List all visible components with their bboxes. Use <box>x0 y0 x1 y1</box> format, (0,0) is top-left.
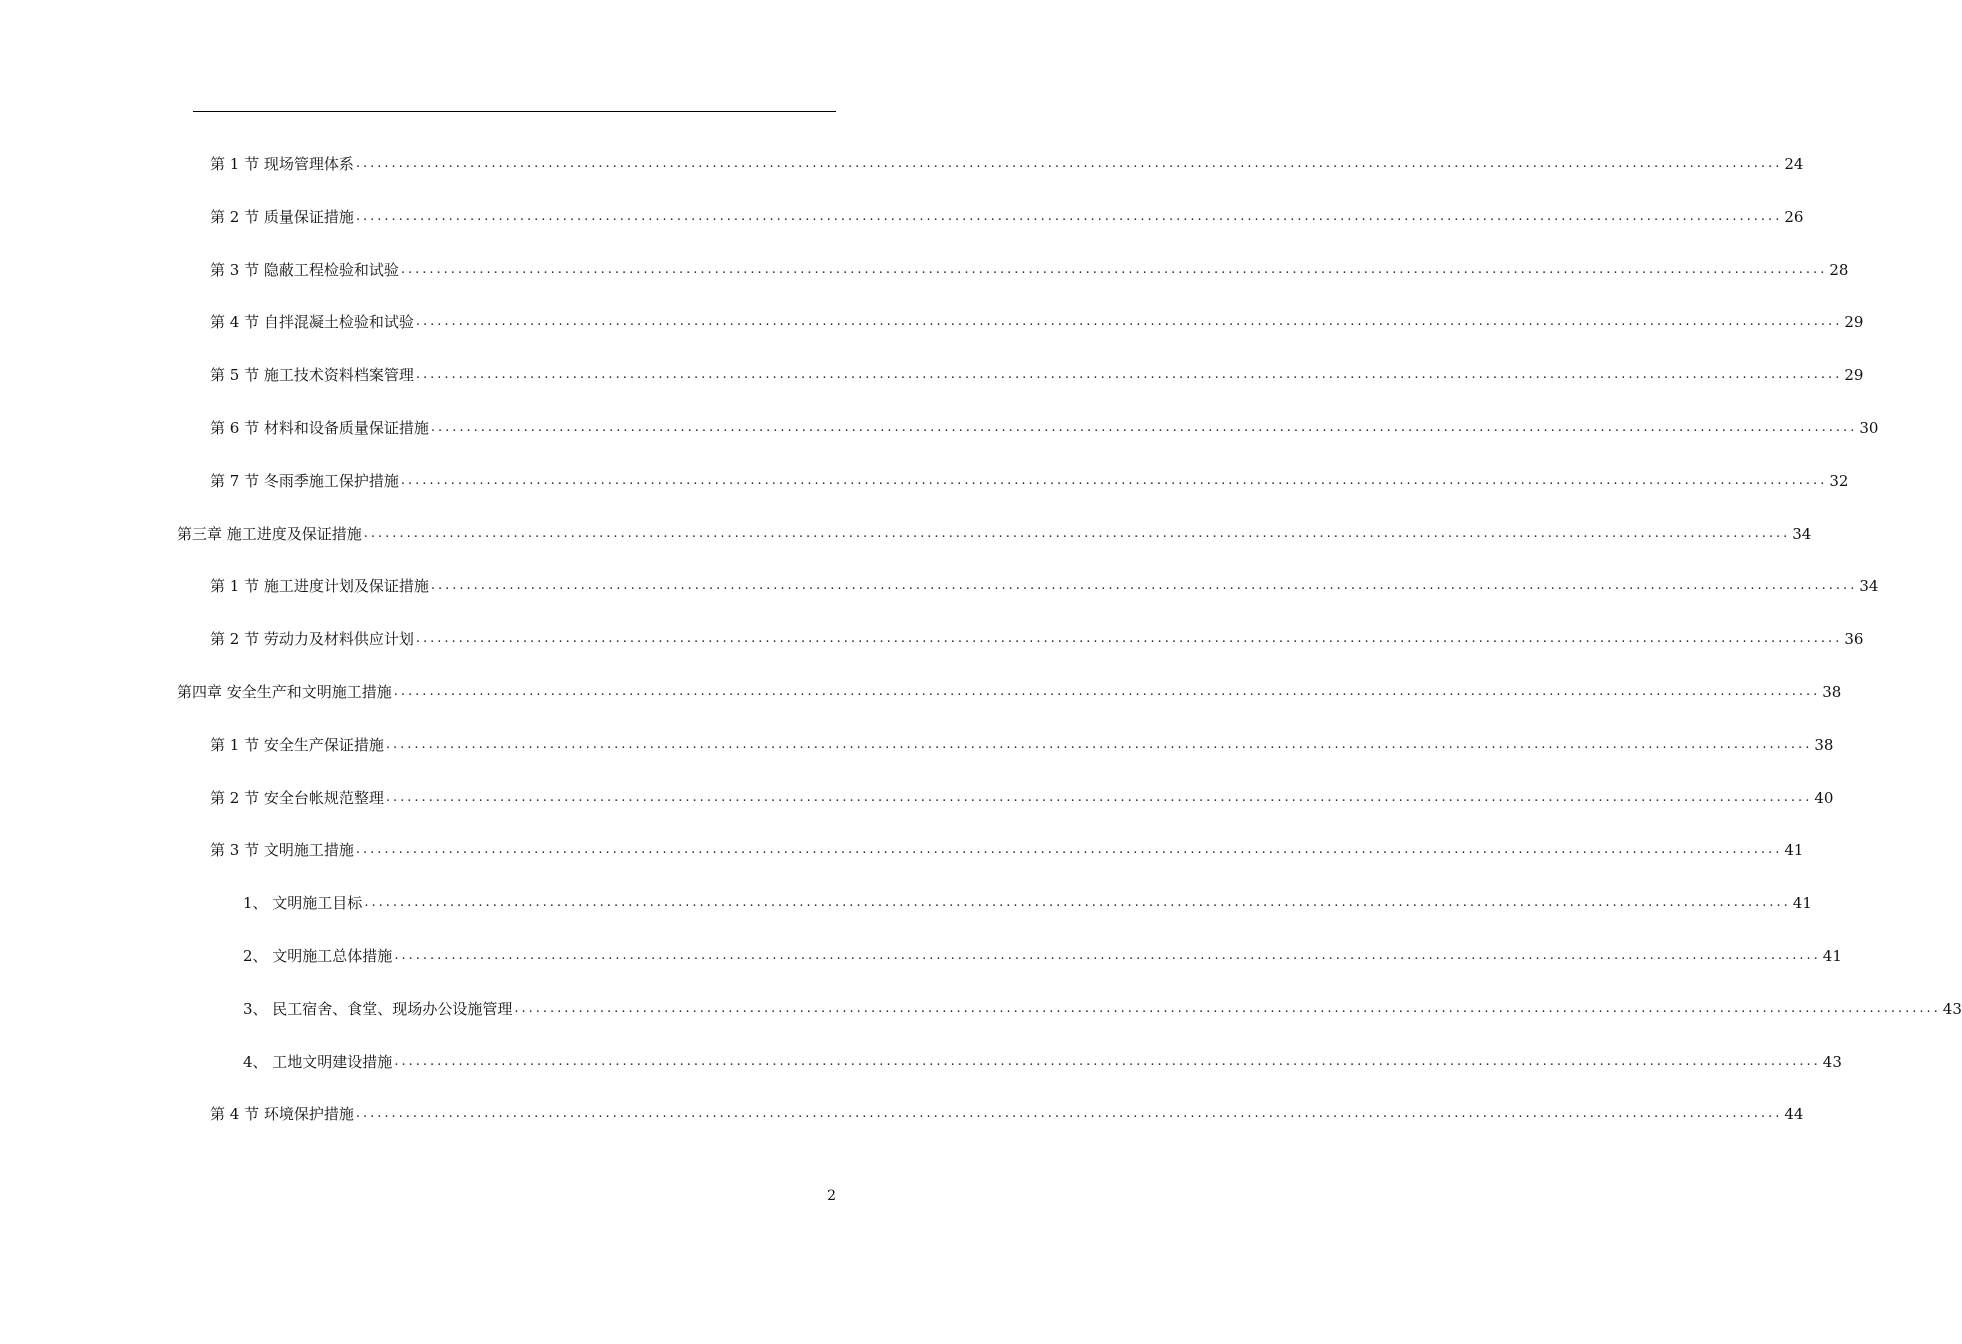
toc-entry-page: 41 <box>1792 894 1812 913</box>
toc-dot-leader: ........................................................................................................................................................................................................ <box>394 1053 1821 1069</box>
header-rule <box>193 111 836 112</box>
toc-entry-page: 38 <box>1814 735 1834 754</box>
toc-entry-label: 第 3 节 文明施工措施 <box>210 841 354 860</box>
page-number: 2 <box>827 1188 836 1204</box>
toc-entry-page: 24 <box>1784 155 1804 173</box>
toc-entry-page: 29 <box>1844 313 1864 332</box>
toc-entry[interactable] <box>243 890 1812 916</box>
toc-entry-page: 26 <box>1784 207 1804 226</box>
toc-entry-label: 第 5 节 施工技术资料档案管理 <box>210 366 414 385</box>
toc-entry-label: 第 3 节 隐蔽工程检验和试验 <box>210 260 399 279</box>
toc-entry[interactable] <box>243 996 1962 1022</box>
toc-entry-label: 第 1 节 现场管理体系 <box>210 155 354 173</box>
toc-entry-page: 30 <box>1859 419 1879 437</box>
toc-entry-label: 4、 工地文明建设措施 <box>243 1052 393 1071</box>
toc-dot-leader: ........................................................................................................................................................................................................ <box>364 895 1791 911</box>
toc-entry[interactable] <box>210 626 1864 652</box>
toc-dot-leader: ........................................................................................................................................................................................................ <box>355 1106 1783 1122</box>
toc-entry[interactable] <box>210 309 1864 335</box>
toc-entry[interactable] <box>243 943 1842 969</box>
toc-entry-label: 3、 民工宿舍、食堂、现场办公设施管理 <box>243 999 513 1018</box>
toc-entry[interactable] <box>210 837 1804 863</box>
toc-entry-page: 41 <box>1784 841 1804 860</box>
toc-entry-label: 第 1 节 施工进度计划及保证措施 <box>210 577 429 596</box>
toc-entry-label: 第 6 节 材料和设备质量保证措施 <box>210 419 429 437</box>
toc-dot-leader: ........................................................................................................................................................................................................ <box>400 472 1828 488</box>
toc-entry[interactable] <box>210 204 1804 230</box>
toc-entry-page: 40 <box>1814 788 1834 807</box>
toc-dot-leader: ........................................................................................................................................................................................................ <box>355 156 1783 171</box>
toc-entry-label: 第 4 节 自拌混凝土检验和试验 <box>210 313 414 332</box>
toc-entry[interactable] <box>210 362 1864 388</box>
toc-entry[interactable] <box>210 1101 1804 1127</box>
toc-entry-label: 第四章 安全生产和文明施工措施 <box>177 683 392 701</box>
toc-entry[interactable] <box>210 151 1804 177</box>
toc-dot-leader: ........................................................................................................................................................................................................ <box>400 261 1828 277</box>
toc-entry[interactable] <box>210 785 1834 811</box>
toc-entry[interactable] <box>210 257 1849 283</box>
toc-dot-leader: ........................................................................................................................................................................................................ <box>355 842 1783 858</box>
toc-entry-label: 第 2 节 劳动力及材料供应计划 <box>210 630 414 649</box>
toc-entry-label: 第 7 节 冬雨季施工保护措施 <box>210 471 399 490</box>
toc-entry[interactable] <box>210 415 1879 441</box>
toc-dot-leader: ........................................................................................................................................................................................................ <box>363 525 1791 541</box>
toc-entry[interactable] <box>210 732 1834 758</box>
toc-entry-page: 32 <box>1829 471 1849 490</box>
toc-dot-leader: ........................................................................................................................................................................................................ <box>415 631 1843 647</box>
toc-entry-label: 1、 文明施工目标 <box>243 894 363 913</box>
toc-dot-leader: ........................................................................................................................................................................................................ <box>393 684 1821 699</box>
toc-entry-page: 28 <box>1829 260 1849 279</box>
toc-entry-page: 44 <box>1784 1105 1804 1124</box>
toc-entry-label: 2、 文明施工总体措施 <box>243 947 393 965</box>
toc-dot-leader: ........................................................................................................................................................................................................ <box>385 789 1813 805</box>
toc-entry-page: 34 <box>1792 524 1812 543</box>
toc-entry-label: 第三章 施工进度及保证措施 <box>177 524 362 543</box>
toc-entry-label: 第 1 节 安全生产保证措施 <box>210 735 384 754</box>
toc-entry[interactable] <box>210 573 1879 599</box>
toc-entry-label: 第 2 节 安全台帐规范整理 <box>210 788 384 807</box>
toc-entry-label: 第 2 节 质量保证措施 <box>210 207 354 226</box>
toc-dot-leader: ........................................................................................................................................................................................................ <box>430 578 1858 594</box>
toc-entry[interactable] <box>210 468 1849 494</box>
toc-entry-page: 41 <box>1822 947 1842 965</box>
toc-dot-leader: ........................................................................................................................................................................................................ <box>430 420 1858 435</box>
toc-entry-page: 36 <box>1844 630 1864 649</box>
toc-entry-page: 34 <box>1859 577 1879 596</box>
toc-entry[interactable] <box>177 679 1842 705</box>
toc-dot-leader: ........................................................................................................................................................................................................ <box>385 736 1813 752</box>
toc-dot-leader: ........................................................................................................................................................................................................ <box>415 367 1843 383</box>
toc-entry-label: 第 4 节 环境保护措施 <box>210 1105 354 1124</box>
toc-entry[interactable] <box>243 1049 1842 1075</box>
toc-entry-page: 38 <box>1822 683 1842 701</box>
toc-dot-leader: ........................................................................................................................................................................................................ <box>415 314 1843 330</box>
toc-dot-leader: ........................................................................................................................................................................................................ <box>514 1000 1941 1016</box>
toc-dot-leader: ........................................................................................................................................................................................................ <box>355 208 1783 224</box>
toc-entry-page: 29 <box>1844 366 1864 385</box>
toc-dot-leader: ........................................................................................................................................................................................................ <box>394 948 1821 963</box>
toc-entry-page: 43 <box>1822 1052 1842 1071</box>
toc-entry-page: 43 <box>1942 999 1962 1018</box>
toc-entry[interactable] <box>177 521 1812 547</box>
